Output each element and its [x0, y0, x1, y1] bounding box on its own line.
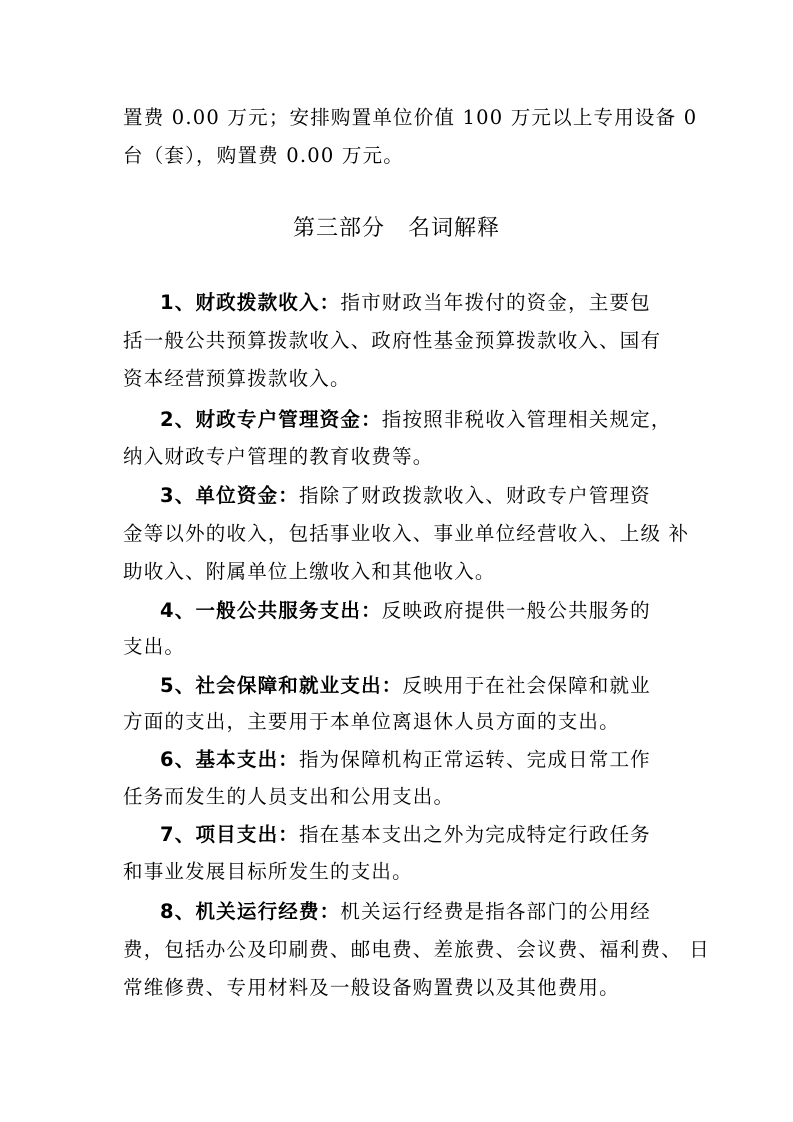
term-2-line-1: [160, 405, 672, 435]
term-6-line-2: 任务而发生的人员支出和公用支出。: [123, 785, 455, 808]
term-5-line-2: 方面的支出，主要用于本单位离退休人员方面的支出。: [123, 710, 620, 733]
term-8-line-1: [160, 897, 651, 927]
term-8-text-1: 机关运行经费是指各部门的公用经: [340, 900, 651, 923]
term-6-line-1: [160, 745, 651, 775]
intro-line-1: 置费 0.00 万元；安排购置单位价值 100 万元以上专用设备 0: [123, 106, 698, 129]
term-8-label: 8、机关运行经费：: [160, 900, 341, 923]
intro-line-2: 台（套），购置费 0.00 万元。: [123, 144, 404, 167]
term-1-line-3: 资本经营预算拨款收入。: [123, 367, 351, 390]
term-2-line-2: 纳入财政专户管理的教育收费等。: [123, 445, 434, 468]
term-7-line-2: 和事业发展目标所发生的支出。: [123, 860, 413, 883]
term-1-text-1: 指市财政当年拨付的资金，主要包: [340, 291, 651, 314]
term-5-text-1: 反映用于在社会保障和就业: [402, 674, 651, 697]
term-3-label: 3、单位资金：: [160, 484, 299, 507]
term-1-label: 1、财政拨款收入：: [160, 291, 341, 314]
term-1-line-2: 括一般公共预算拨款收入、政府性基金预算拨款收入、国有: [123, 329, 662, 352]
term-6-text-1: 指为保障机构正常运转、完成日常工作: [298, 748, 651, 771]
term-4-label: 4、一般公共服务支出：: [160, 599, 382, 622]
term-7-label: 7、项目支出：: [160, 823, 299, 846]
term-7-text-1: 指在基本支出之外为完成特定行政任务: [298, 823, 651, 846]
term-8-line-2: 费，包括办公及印刷费、邮电费、差旅费、会议费、福利费、 日: [123, 938, 710, 961]
term-3-line-2: 金等以外的收入，包括事业收入、事业单位经营收入、上级 补: [123, 522, 690, 545]
term-5-label: 5、社会保障和就业支出：: [160, 674, 403, 697]
term-4-line-2: 支出。: [123, 635, 186, 658]
term-3-text-1: 指除了财政拨款收入、财政专户管理资: [298, 484, 651, 507]
term-3-line-3: 助收入、附属单位上缴收入和其他收入。: [123, 560, 496, 583]
term-8-line-3: 常维修费、专用材料及一般设备购置费以及其他费用。: [123, 976, 620, 999]
term-4-line-1: [160, 596, 651, 626]
section-title: 第三部分 名词解释: [292, 216, 500, 241]
term-3-line-1: [160, 481, 651, 511]
term-7-line-1: [160, 820, 651, 850]
term-6-label: 6、基本支出：: [160, 748, 299, 771]
term-2-label: 2、财政专户管理资金：: [160, 408, 382, 431]
term-2-text-1: 指按照非税收入管理相关规定，: [381, 408, 672, 431]
term-5-line-1: [160, 671, 651, 701]
term-4-text-1: 反映政府提供一般公共服务的: [381, 599, 651, 622]
term-1-line-1: [160, 288, 651, 318]
